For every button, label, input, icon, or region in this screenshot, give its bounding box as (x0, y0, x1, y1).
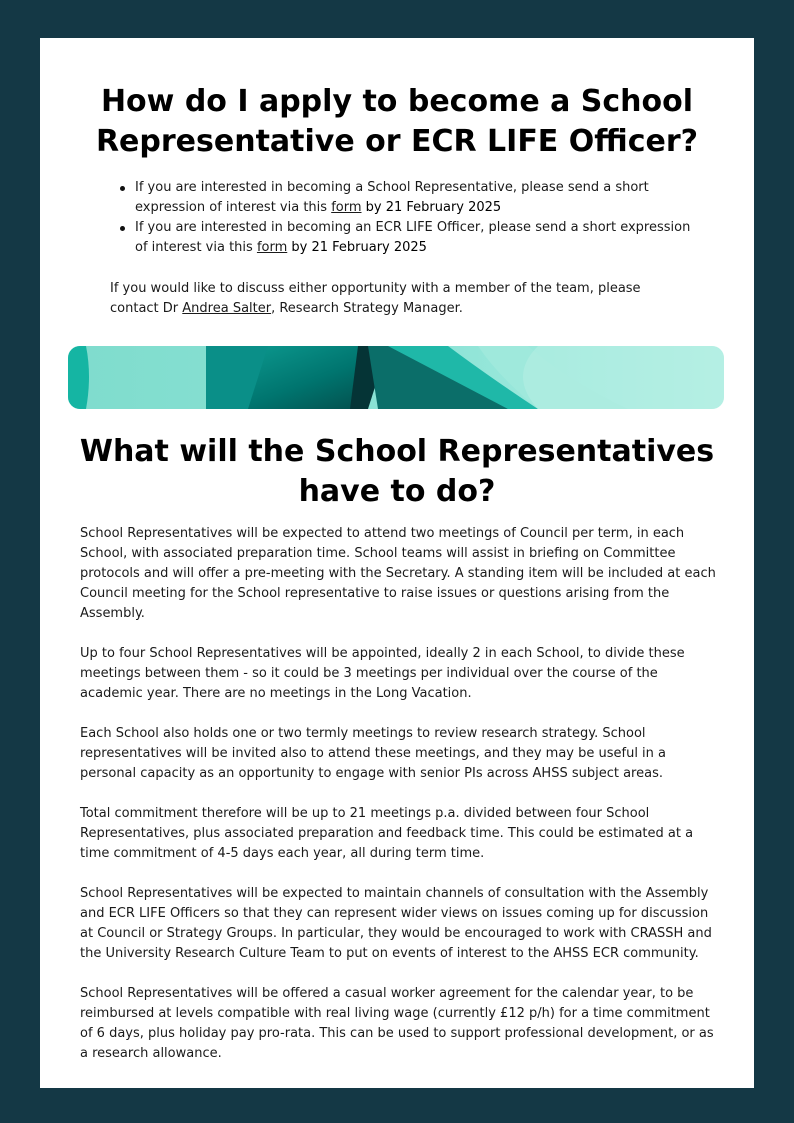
duties-paragraph-4: Total commitment therefore will be up to 21 meetings p.a. divided between four School Representatives, plus associated preparation and feedback time. This could be estimated at a time commitment of 4-5 days each year, all during term time. (80, 806, 694, 861)
apply-heading: How do I apply to become a School Representative or ECR LIFE Officer? (95, 84, 699, 159)
duties-paragraph-3: Each School also holds one or two termly meetings to review research strategy. School representatives will be invited also to attend these meetings, and they may be useful in a personal capacity as an opportunity to engage with senior PIs across AHSS subject areas. (80, 726, 667, 781)
contact-paragraph (110, 279, 670, 319)
duties-paragraph-2: Up to four School Representatives will be appointed, ideally 2 in each School, to divide these meetings between them - so it could be 3 meetings per individual over the course of the academic year. There are no meetings in the Long Vacation. (80, 646, 685, 701)
duties-body (80, 524, 716, 1084)
apply-bullet-list (135, 178, 695, 258)
bullet-deadline: by 21 February 2025 (361, 200, 502, 215)
school-rep-form-link[interactable]: form (331, 200, 362, 215)
bullet-deadline: by 21 February 2025 (287, 240, 427, 255)
duties-heading: What will the School Representatives have to do? (79, 434, 715, 509)
bullet-text: If you are interested in becoming a School Representative, please send a short expression of interest via this (135, 180, 649, 215)
document-page (40, 38, 754, 1088)
list-item (135, 218, 695, 258)
banner-graphic (68, 346, 724, 409)
decorative-banner (68, 346, 724, 409)
ecr-life-form-link[interactable]: form (256, 240, 288, 255)
contact-text: If you would like to discuss either opportunity with a member of the team, please contact Dr (110, 281, 641, 316)
bullet-text: If you are interested in becoming an ECR LIFE Officer, please send a short expression of interest via this (135, 220, 691, 255)
list-item (135, 178, 695, 218)
contact-role: , Research Strategy Manager. (271, 301, 463, 316)
duties-paragraph-6: School Representatives will be offered a casual worker agreement for the calendar year, to be reimbursed at levels compatible with real living wage (currently £12 p/h) for a time commitment of 6 days, plus holiday pay pro-rata. This can be used to support professional development, or as a research allowance. (80, 986, 714, 1061)
duties-paragraph-1: School Representatives will be expected to attend two meetings of Council per term, in each School, with associated preparation time. School teams will assist in briefing on Committee protocols and will offer a pre-meeting with the Secretary. A standing item will be included at each Council meeting for the School representative to raise issues or questions arising from the Assembly. (80, 526, 716, 621)
duties-paragraph-5: School Representatives will be expected to maintain channels of consultation with the Assembly and ECR LIFE Officers so that they can represent wider views on issues coming up for discussion at Council or Strategy Groups. In particular, they would be encouraged to work with CRASSH and the University Research Culture Team to put on events of interest to the AHSS ECR community. (80, 886, 712, 961)
andrea-salter-link[interactable]: Andrea Salter (182, 301, 272, 316)
